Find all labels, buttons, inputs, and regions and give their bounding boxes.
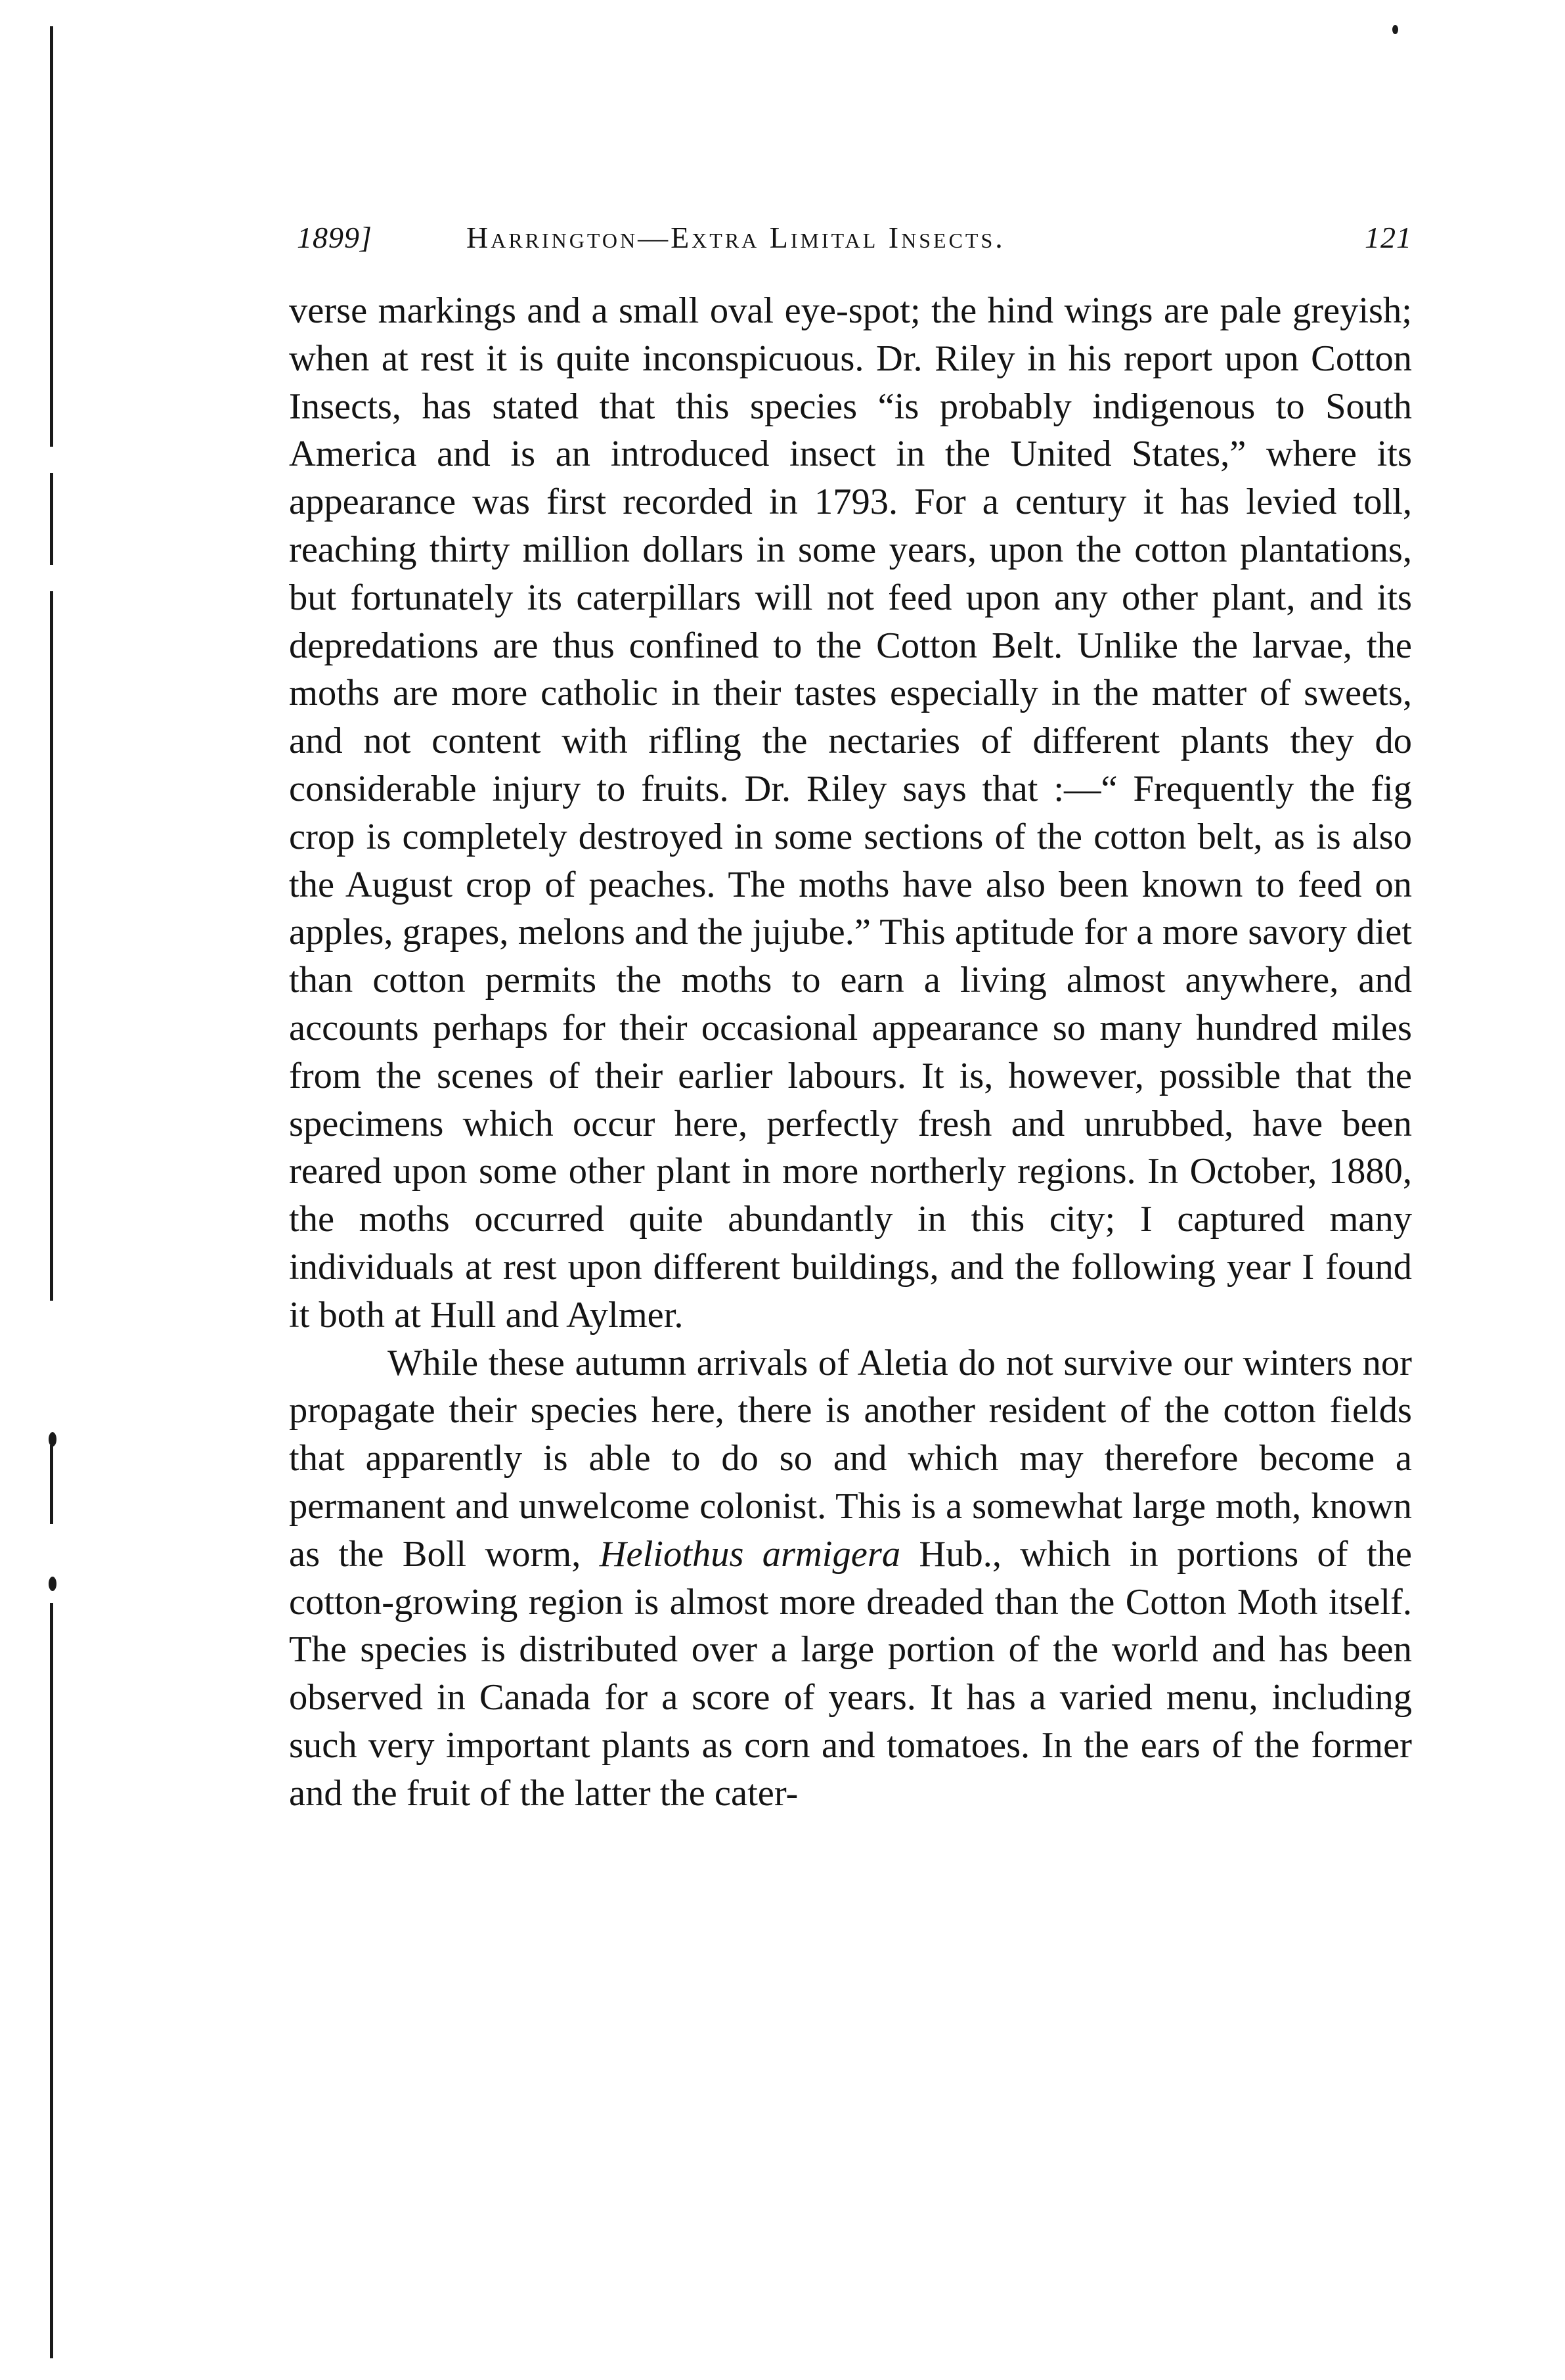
paragraph-text: While these autumn arrivals of Aletia do not survive our winters nor propagate their species here, there is another resident of the cotton fields that apparently is able to do so and which may therefore become a permanent and unwelcome colonist. This is a somewhat large moth, known as the Boll worm, <box>289 1342 1412 1575</box>
body-text <box>289 287 1412 1818</box>
book-page <box>289 220 1412 1818</box>
page-edge-line <box>50 591 53 1301</box>
paragraph-text: Hub., which in portions of the cotton-growing region is almost more dreaded than the Cotton Moth itself. The species is distributed over a large portion of the world and has been observed in Canada for a score of years. It has a varied menu, including such very important plants as corn and tomatoes. In the ears of the former and the fruit of the latter the cater- <box>289 1533 1412 1814</box>
header-year: 1899] <box>297 221 372 254</box>
page-edge-line <box>50 1603 53 2358</box>
header-title: Harrington—Extra Limital Insects. <box>466 221 1005 254</box>
paragraph-1 <box>289 287 1412 1339</box>
running-head <box>289 220 1412 273</box>
paragraph-text: verse markings and a small oval eye-spot; the hind wings are pale greyish; when at rest it is quite inconspicuous. Dr. Riley in his report upon Cotton Insects, has stated that this species “is probably indigenous to South America and is an introduced insect in the United States,” where its appearance was first recorded in 1793. For a century it has levied toll, reaching thirty million dollars in some years, upon the cotton plantations, but fortunately its caterpillars will not feed upon any other plant, and its depredations are thus confined to the Cotton Belt. Unlike the larvae, the moths are more catholic in their tastes especially in the matter of sweets, and not content with rifling the nectaries of different plants they do considerable injury to fruits. Dr. Riley says that :—“ Frequently the fig crop is completely destroyed in some sections of the cotton belt, as is also the August crop of peaches. The moths have also been known to feed on apples, grapes, melons and the jujube.” This aptitude for a more savory diet than cotton permits the moths to earn a living almost anywhere, and accounts perhaps for their occasional appearance so many hundred miles from the scenes of their earlier labours. It is, however, possible that the specimens which occur here, perfectly fresh and unrubbed, have been reared upon some other plant in more northerly regions. In October, 1880, the moths occurred quite abundantly in this city; I captured many individuals at rest upon different buildings, and the following year I found it both at Hull and Aylmer. <box>289 290 1412 1336</box>
scan-speck <box>49 1577 56 1591</box>
scan-speck <box>1392 25 1398 34</box>
page-number: 121 <box>1365 221 1412 254</box>
page-edge-line <box>50 1445 53 1524</box>
scan-speck <box>49 1432 56 1447</box>
page-edge-line <box>50 473 53 565</box>
paragraph-2 <box>289 1339 1412 1818</box>
page-edge-line <box>50 26 53 447</box>
species-name: Heliothus armigera <box>599 1533 901 1575</box>
